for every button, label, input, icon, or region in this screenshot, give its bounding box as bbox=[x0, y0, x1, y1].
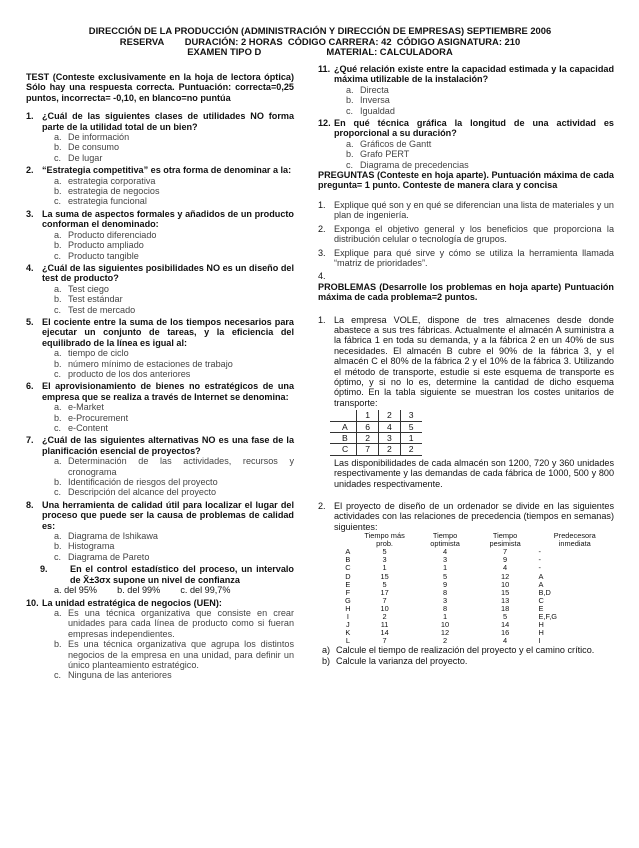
option-item bbox=[26, 402, 294, 412]
table-cell: 2 bbox=[379, 444, 401, 455]
table-cell: D bbox=[345, 571, 351, 581]
question-text: La suma de aspectos formales y añadidos de un producto conforman el denominado: bbox=[42, 208, 294, 230]
pregunta-item bbox=[318, 224, 614, 245]
table-cell: A bbox=[345, 547, 351, 557]
table-cell: 1 bbox=[442, 612, 448, 621]
option-letter: b. bbox=[346, 149, 354, 160]
option-item bbox=[318, 149, 614, 159]
problem-number: 2. bbox=[318, 501, 326, 512]
problem-text: El proyecto de diseño de un ordenador se divide en las siguientes actividades con las relaciones de precedencia (tiempos en semanas) siguientes: bbox=[334, 501, 614, 532]
table-cell: 2 bbox=[357, 433, 379, 444]
option-item bbox=[26, 294, 294, 304]
option-text: Igualdad bbox=[360, 105, 395, 116]
question-text: El aprovisionamiento de bienes no estratégicos de una empresa que se realiza a través de Internet se denomina: bbox=[42, 381, 294, 402]
table-cell: 2 bbox=[400, 444, 421, 455]
option-letter: c. bbox=[54, 670, 62, 681]
option-item bbox=[26, 284, 294, 294]
option-text: e-Content bbox=[68, 423, 108, 433]
table-cell: H bbox=[538, 628, 544, 638]
option-item bbox=[26, 132, 294, 142]
option-text: Grafo PERT bbox=[360, 149, 410, 160]
option-text: Gráficos de Gantt bbox=[360, 138, 432, 149]
table-cell: 1 bbox=[442, 563, 448, 573]
question-number: 11. bbox=[318, 64, 331, 74]
table-cell: 5 bbox=[503, 612, 508, 621]
table-row bbox=[342, 637, 614, 645]
option-item bbox=[26, 176, 294, 186]
pregunta-item bbox=[318, 200, 614, 221]
option-text: Producto tangible bbox=[68, 250, 139, 261]
option-letter: a. bbox=[54, 132, 62, 143]
test-question bbox=[26, 381, 294, 402]
table-cell: L bbox=[345, 636, 350, 646]
option-letter: b. bbox=[54, 639, 62, 650]
part-text: Calcule la varianza del proyecto. bbox=[336, 655, 468, 666]
option-letter: b. bbox=[54, 541, 62, 552]
option-letter: c. bbox=[54, 152, 62, 163]
table-cell: 12 bbox=[440, 628, 450, 638]
question-text: ¿Cuál de las siguientes clases de utilidades NO forma parte de la utilidad total de un bien? bbox=[42, 111, 294, 132]
problemas-intro: PROBLEMAS (Desarrolle los problemas en hoja aparte) Puntuación máxima de cada problema=2 puntos. bbox=[318, 281, 614, 303]
question-12 bbox=[318, 118, 614, 139]
option-item bbox=[26, 153, 294, 163]
table-cell: 17 bbox=[380, 587, 389, 597]
table-cell: 8 bbox=[442, 587, 448, 597]
question-text: El cociente entre la suma de los tiempos necesarios para ejecutar un conjunto de tareas, y la eficiencia del equilibrado de la línea es igual al: bbox=[42, 316, 294, 348]
option-letter: c. bbox=[54, 423, 62, 433]
option-item bbox=[26, 477, 294, 487]
question-10 bbox=[26, 598, 294, 608]
table-cell: J bbox=[346, 620, 350, 630]
option-item bbox=[26, 639, 294, 670]
table-cell: I bbox=[538, 636, 541, 646]
table-header-cell: Tiempo pesimista bbox=[489, 531, 521, 549]
table-row bbox=[330, 433, 422, 444]
option-letter: a. bbox=[54, 283, 62, 294]
table-cell: 4 bbox=[379, 421, 401, 432]
test-question bbox=[26, 165, 294, 175]
table-cell: B bbox=[330, 433, 357, 444]
table-cell: A bbox=[538, 579, 544, 589]
option-item bbox=[26, 369, 294, 379]
table-header-row bbox=[330, 410, 422, 421]
option-text: Identificación de riesgos del proyecto bbox=[68, 477, 218, 488]
table-header-cell: 1 bbox=[357, 410, 379, 421]
header-line-1: DIRECCIÓN DE LA PRODUCCIÓN (ADMINISTRACIÓN Y DIRECCIÓN DE EMPRESAS) SEPTIEMBRE 2006 bbox=[88, 25, 552, 36]
question-number: 8. bbox=[26, 499, 34, 510]
problem-part bbox=[318, 656, 614, 666]
problem-1 bbox=[318, 315, 614, 409]
option-item bbox=[318, 139, 614, 149]
table-cell: 5 bbox=[400, 421, 421, 432]
table-cell: 9 bbox=[442, 579, 448, 589]
table-cell: 7 bbox=[382, 595, 387, 605]
table-cell: - bbox=[538, 563, 541, 573]
option-letter: c. bbox=[346, 105, 354, 116]
option-text: Es una técnica organizativa que agrupa los distintos negocios de la empresa en una unidad, para definir un único planteamiento estratégico. bbox=[68, 639, 294, 670]
question-number: 9. bbox=[40, 564, 48, 575]
option-text: Producto ampliado bbox=[68, 240, 144, 251]
option-letter: a. bbox=[54, 607, 62, 618]
option-letter: c. bbox=[54, 551, 62, 562]
table-cell: 3 bbox=[442, 555, 448, 565]
table-row bbox=[330, 421, 422, 432]
option-item bbox=[318, 160, 614, 170]
option-text: Diagrama de Pareto bbox=[68, 551, 150, 562]
pregunta-text: Explique qué son y en qué se diferencian una lista de materiales y un plan de ingeniería. bbox=[334, 199, 614, 221]
pregunta-text: Explique para qué sirve y cómo se utiliza la herramienta llamada “matriz de prioridades”. bbox=[334, 247, 614, 268]
question-text: Una herramienta de calidad útil para localizar el lugar del proceso que puede ser la causa de problemas de calidad es: bbox=[42, 499, 294, 531]
table-cell: - bbox=[538, 555, 541, 565]
table-header-cell bbox=[330, 410, 357, 421]
option-letter: c. bbox=[54, 487, 62, 498]
table-cell: 3 bbox=[442, 595, 448, 605]
table-cell: C bbox=[538, 595, 544, 605]
table-cell: 3 bbox=[382, 555, 387, 565]
table-cell: 5 bbox=[442, 571, 448, 581]
table-cell: B bbox=[345, 555, 351, 565]
option-item bbox=[26, 251, 294, 261]
option-text: tiempo de ciclo bbox=[68, 348, 129, 359]
question-number: 5. bbox=[26, 316, 34, 327]
table-cell: 10 bbox=[380, 603, 389, 613]
option-text: estrategia funcional bbox=[68, 196, 147, 207]
question-text: ¿Cuál de las siguientes alternativas NO es una fase de la planificación esencial de proyectos? bbox=[42, 435, 294, 456]
option-text: número mínimo de estaciones de trabajo bbox=[68, 358, 233, 369]
option-text: Inversa bbox=[360, 95, 390, 106]
problem-2 bbox=[318, 501, 614, 532]
option-letter: c. bbox=[54, 250, 62, 261]
option-item bbox=[318, 85, 614, 95]
question-number: 1. bbox=[26, 111, 34, 122]
question-text: En qué técnica gráfica la longitud de una actividad es proporcional a su duración? bbox=[334, 118, 614, 139]
table-cell: 4 bbox=[442, 547, 448, 557]
option-letter: a. bbox=[54, 531, 62, 542]
option-text: estrategia de negocios bbox=[68, 186, 160, 197]
option-text: De información bbox=[68, 132, 130, 143]
table-cell: 10 bbox=[500, 579, 510, 589]
option-letter: b. bbox=[54, 240, 62, 251]
table-cell: 7 bbox=[357, 444, 379, 455]
option-text: e-Market bbox=[68, 402, 104, 413]
table-cell: 8 bbox=[442, 603, 448, 613]
table-cell: 12 bbox=[500, 571, 510, 581]
question-9-options: a. del 95% b. del 99% c. del 99,7% bbox=[54, 585, 231, 596]
table-cell: 16 bbox=[500, 628, 510, 638]
table-cell: 7 bbox=[503, 547, 508, 557]
option-item bbox=[26, 456, 294, 477]
table-cell: 9 bbox=[503, 555, 508, 565]
table-cell: 2 bbox=[382, 612, 387, 621]
option-text: Directa bbox=[360, 84, 389, 95]
table-cell: 3 bbox=[379, 433, 401, 444]
table-cell: I bbox=[346, 612, 349, 621]
test-question bbox=[26, 263, 294, 284]
option-letter: a. bbox=[54, 229, 62, 240]
table-header-cell: 3 bbox=[400, 410, 421, 421]
option-item bbox=[26, 240, 294, 250]
table-header-cell bbox=[342, 532, 354, 548]
table-cell: 1 bbox=[400, 433, 421, 444]
table-header-cell: Tiempo más prob. bbox=[364, 531, 405, 549]
table-cell: 6 bbox=[357, 421, 379, 432]
option-text: Test estándar bbox=[68, 294, 123, 305]
pregunta-number: 1. bbox=[318, 199, 326, 210]
table-row bbox=[330, 444, 422, 455]
table-cell: 2 bbox=[442, 636, 448, 646]
test-question bbox=[26, 209, 294, 230]
option-text: De consumo bbox=[68, 142, 120, 153]
table-cell: 14 bbox=[500, 620, 510, 630]
table-header-cell: 2 bbox=[379, 410, 401, 421]
option-letter: b. bbox=[346, 95, 354, 106]
option-letter: c. bbox=[54, 304, 62, 315]
option-letter: b. bbox=[54, 477, 62, 488]
option-text: Histograma bbox=[68, 541, 115, 552]
table-cell: G bbox=[345, 595, 351, 605]
table-cell: 15 bbox=[500, 587, 510, 597]
option-item bbox=[26, 552, 294, 562]
question-number: 12. bbox=[318, 118, 331, 129]
test-intro: TEST (Conteste exclusivamente en la hoja de lectora óptica) Sólo hay una respuesta correcta. Puntuación: correcta=0,25 puntos, incorrecta= -0,10, en blanco=no puntúa bbox=[26, 72, 294, 103]
option-item bbox=[26, 531, 294, 541]
option-letter: c. bbox=[54, 368, 62, 379]
option-item bbox=[26, 423, 294, 433]
problem-part bbox=[318, 645, 614, 655]
option-item bbox=[26, 487, 294, 497]
option-letter: b. bbox=[54, 358, 62, 369]
option-letter: a. bbox=[54, 402, 62, 413]
option-letter: a. bbox=[54, 175, 62, 186]
question-text: En el control estadístico del proceso, un intervalo de X̄±3σx supone un nivel de confianza bbox=[70, 564, 294, 585]
option-letter: b. bbox=[54, 412, 62, 423]
option-text: Diagrama de precedencias bbox=[360, 159, 469, 170]
problem-text: La empresa VOLE, dispone de tres almacenes desde donde abastece a sus tres fábricas. Actualmente el almacén A suministra a la fábrica 1 en toda su demanda, y a la fábrica 2 en un 40% de sus necesidades. El almacén B cubre el 90% de la fábrica 3, y el almacén C el 80% de la fábrica 2 y el 10% de la fábrica 3. Utilizando el método de transporte, estudie si este esquema de transporte es óptimo, y si no lo es, determine la cantidad de dicho esquema óptimo. En la tabla siguiente se muestran los costes unitarios de transporte: bbox=[334, 314, 614, 408]
option-item bbox=[26, 186, 294, 196]
question-number: 3. bbox=[26, 208, 34, 219]
option-item bbox=[26, 359, 294, 369]
option-text: estrategia corporativa bbox=[68, 175, 156, 186]
option-item bbox=[26, 413, 294, 423]
table-cell: - bbox=[538, 547, 541, 557]
pregunta-text: Exponga el objetivo general y los beneficios que proporciona la distribución celular o tecnología de grupos. bbox=[334, 223, 614, 245]
problem-1-after: Las disponibilidades de cada almacén son 1200, 720 y 360 unidades respectivamente y las demandas de cada fábrica de 1000, 500 y 800 unidades respectivamente. bbox=[334, 457, 614, 489]
table-header-cell: Tiempo optimista bbox=[430, 531, 460, 549]
question-text: “Estrategia competitiva” es otra forma de denominar a la: bbox=[42, 165, 292, 176]
table-cell: E bbox=[538, 603, 544, 613]
question-number: 10. bbox=[26, 597, 39, 608]
table-cell: 14 bbox=[380, 628, 389, 638]
option-text: Producto diferenciado bbox=[68, 229, 157, 240]
exam-header bbox=[14, 26, 626, 58]
option-text: Descripción del alcance del proyecto bbox=[68, 487, 217, 498]
table-cell: 10 bbox=[440, 620, 450, 630]
option-letter: c. bbox=[54, 196, 62, 207]
question-9 bbox=[26, 564, 294, 585]
table-cell: C bbox=[330, 444, 357, 455]
option-text: Determinación de las actividades, recursos y cronograma bbox=[68, 456, 294, 477]
option-item bbox=[318, 95, 614, 105]
question-11-options bbox=[318, 85, 614, 116]
right-column bbox=[318, 64, 614, 666]
pregunta-number: 3. bbox=[318, 247, 326, 258]
project-activity-table bbox=[342, 532, 614, 645]
option-letter: c. bbox=[346, 159, 354, 170]
option-text: De lugar bbox=[68, 152, 103, 163]
option-letter: a. bbox=[346, 84, 354, 95]
option-letter: a. bbox=[346, 138, 354, 149]
question-number: 4. bbox=[26, 262, 34, 273]
left-column bbox=[26, 72, 294, 681]
question-10-options bbox=[26, 608, 294, 681]
header-line-2: RESERVA DURACIÓN: 2 HORAS CÓDIGO CARRERA: 42 CÓDIGO ASIGNATURA: 210 bbox=[119, 35, 521, 47]
table-cell: E bbox=[345, 579, 351, 589]
transport-cost-table bbox=[330, 410, 422, 456]
option-item bbox=[26, 230, 294, 240]
test-question bbox=[26, 111, 294, 132]
table-header-cell: Predecesora inmediata bbox=[553, 531, 596, 549]
option-text: producto de los dos anteriores bbox=[68, 368, 191, 379]
question-number: 6. bbox=[26, 381, 34, 392]
option-text: Test ciego bbox=[68, 283, 109, 294]
table-cell: K bbox=[345, 628, 351, 638]
table-cell: 18 bbox=[500, 603, 510, 613]
table-cell: F bbox=[345, 587, 351, 597]
table-cell: A bbox=[538, 571, 544, 581]
option-text: e-Procurement bbox=[68, 412, 129, 423]
option-item bbox=[26, 196, 294, 206]
header-line-3: EXAMEN TIPO D MATERIAL: CALCULADORA bbox=[187, 46, 453, 57]
question-11 bbox=[318, 64, 614, 85]
option-item bbox=[26, 541, 294, 551]
question-text: ¿Qué relación existe entre la capacidad estimada y la capacidad máxima utilizable de la instalación? bbox=[334, 64, 614, 85]
table-cell: 7 bbox=[382, 636, 387, 646]
test-question bbox=[26, 500, 294, 531]
table-cell: 11 bbox=[380, 620, 389, 630]
option-letter: a. bbox=[54, 456, 62, 467]
option-item bbox=[26, 348, 294, 358]
option-text: Diagrama de Ishikawa bbox=[68, 531, 158, 542]
pregunta-item bbox=[318, 248, 614, 269]
option-item bbox=[26, 142, 294, 152]
option-text: Ninguna de las anteriores bbox=[68, 670, 172, 681]
part-letter: a) bbox=[322, 645, 331, 656]
table-cell: 4 bbox=[503, 563, 508, 573]
table-cell: 13 bbox=[500, 595, 510, 605]
table-cell: H bbox=[345, 603, 351, 613]
question-number: 2. bbox=[26, 165, 34, 176]
option-text: Test de mercado bbox=[68, 304, 136, 315]
problem-2-parts bbox=[318, 645, 614, 666]
option-item bbox=[318, 106, 614, 116]
question-12-options bbox=[318, 139, 614, 170]
preguntas-list bbox=[318, 200, 614, 268]
table-cell: E,F,G bbox=[538, 612, 557, 621]
option-item bbox=[26, 670, 294, 680]
table-cell: 4 bbox=[503, 636, 508, 646]
table-cell: H bbox=[538, 620, 544, 630]
table-cell: A bbox=[330, 421, 357, 432]
pregunta-number: 2. bbox=[318, 223, 326, 234]
option-item bbox=[26, 305, 294, 315]
test-question-list bbox=[26, 111, 294, 562]
table-cell: 5 bbox=[382, 547, 387, 557]
table-cell: 1 bbox=[382, 563, 387, 573]
table-header-row bbox=[342, 532, 614, 548]
option-item bbox=[26, 608, 294, 639]
option-letter: b. bbox=[54, 186, 62, 197]
problem-number: 1. bbox=[318, 314, 326, 325]
test-question bbox=[26, 435, 294, 456]
question-text: La unidad estratégica de negocios (UEN): bbox=[42, 597, 222, 608]
option-letter: b. bbox=[54, 142, 62, 153]
option-letter: a. bbox=[54, 348, 62, 359]
table-cell: 15 bbox=[380, 571, 389, 581]
option-letter: b. bbox=[54, 294, 62, 305]
table-cell: C bbox=[345, 563, 351, 573]
table-cell: 5 bbox=[382, 579, 387, 589]
part-letter: b) bbox=[322, 655, 331, 666]
part-text: Calcule el tiempo de realización del proyecto y el camino crítico. bbox=[336, 645, 595, 656]
test-question bbox=[26, 317, 294, 348]
table-cell: B,D bbox=[538, 587, 551, 597]
question-number: 7. bbox=[26, 435, 34, 446]
stray-number: 4. bbox=[318, 271, 326, 282]
preguntas-intro: PREGUNTAS (Conteste en hoja aparte). Puntuación máxima de cada pregunta= 1 punto. Conteste de manera clara y concisa bbox=[318, 170, 614, 191]
question-text: ¿Cuál de las siguientes posibilidades NO es un diseño del test de producto? bbox=[42, 262, 294, 284]
option-text: Es una técnica organizativa que consiste en crear unidades para cada línea de producto como si fueran empresas independientes. bbox=[68, 607, 294, 639]
